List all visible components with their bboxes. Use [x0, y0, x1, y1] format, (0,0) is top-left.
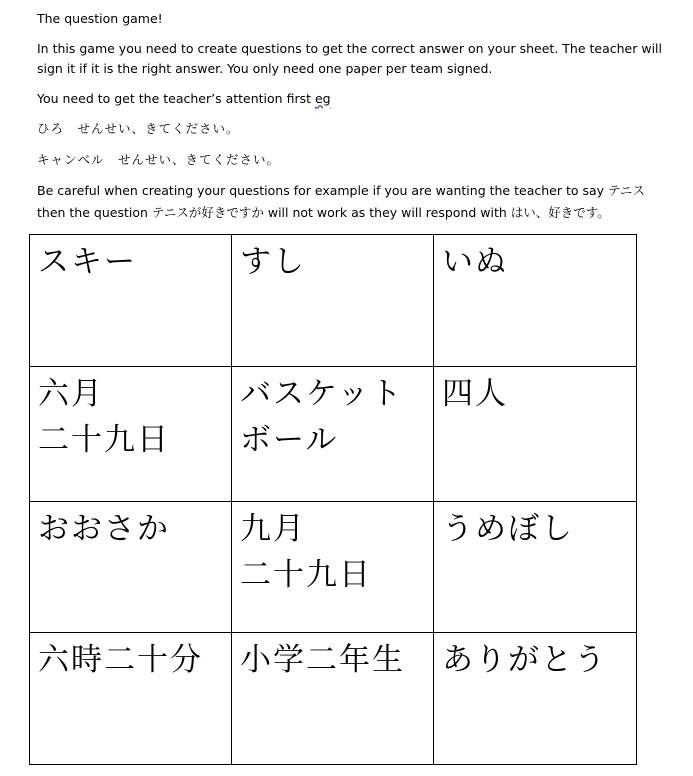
- intro-paragraph-line-2: sign it if it is the right answer. You only need one paper per team signed.: [37, 61, 493, 76]
- attention-eg: eg: [314, 91, 331, 106]
- careful-paragraph-line-2: then the question テニスが好きですか will not work as they will respond with はい、好きです。: [37, 205, 610, 220]
- attention-text: You need to get the teacher’s attention first: [37, 91, 315, 106]
- grid-cell: 六月 二十九日: [30, 367, 232, 502]
- grid-cell: すし: [232, 235, 434, 367]
- grid-cell: うめぼし: [434, 502, 637, 633]
- grid-cell: バスケット ボール: [232, 367, 434, 502]
- answer-grid: [29, 234, 637, 765]
- grid-row: [30, 502, 637, 633]
- careful-paragraph-line-1: Be careful when creating your questions for example if you are wanting the teacher to say テニス: [37, 183, 646, 198]
- example-line-1: ひろ せんせい、きてください。: [37, 121, 240, 136]
- grid-cell: いぬ: [434, 235, 637, 367]
- example-line-2: キャンベル せんせい、きてください。: [37, 152, 281, 167]
- grid-cell: 四人: [434, 367, 637, 502]
- grid-cell: スキー: [30, 235, 232, 367]
- grid-row: [30, 633, 637, 765]
- attention-paragraph: [37, 89, 331, 109]
- grid-cell: おおさか: [30, 502, 232, 633]
- grid-row: [30, 235, 637, 367]
- grid-cell: ありがとう: [434, 633, 637, 765]
- grid-row: [30, 367, 637, 502]
- document-title: The question game!: [37, 11, 163, 26]
- grid-cell: 九月 二十九日: [232, 502, 434, 633]
- intro-paragraph-line-1: In this game you need to create questions to get the correct answer on your sheet. The teacher will: [37, 41, 662, 56]
- grid-cell: 六時二十分: [30, 633, 232, 765]
- grid-cell: 小学二年生: [232, 633, 434, 765]
